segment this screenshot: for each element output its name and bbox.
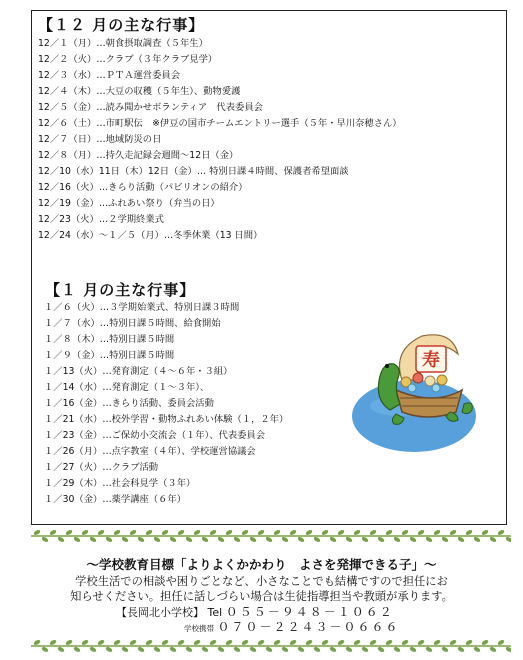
january-event-item: １／29（木）…社会科見学（３年） xyxy=(44,478,196,489)
vine-divider-bottom xyxy=(31,639,511,653)
december-event-item: 12／４（木）…大豆の収穫（５年生）、動物愛護 xyxy=(38,86,241,97)
december-event-list xyxy=(38,36,402,244)
tel-number: ０５５－９４８－１０６２ xyxy=(225,605,394,619)
turtle-treasure-boat-illustration xyxy=(342,318,478,454)
december-event-item: 12／１（月）…朝食摂取調査（５年生） xyxy=(38,38,208,49)
january-event-item: １／８（木）…特別日課５時間 xyxy=(44,334,175,345)
december-event-item: 12／３（水）…ＰＴＡ運営委員会 xyxy=(38,70,180,81)
message-line-1: 学校生活での相談や困りごとなど、小さなことでも結構ですので担任にお xyxy=(75,575,448,588)
december-event-item: 12／５（金）…読み聞かせボランティア 代表委員会 xyxy=(38,102,263,113)
january-event-item: １／９（金）…特別日課５時間 xyxy=(44,350,175,361)
january-event-list xyxy=(44,300,288,508)
kotobuki-char: 寿 xyxy=(422,350,440,371)
january-heading: 【１ 月の主な行事】 xyxy=(45,281,196,299)
december-event-item: 12／８（月）…持久走記録会週間～12日（金） xyxy=(38,150,239,161)
january-event-item: １／26（月）…点字教室（４年）、学校運営協議会 xyxy=(44,446,256,457)
december-event-item: 12／23（火）…２学期終業式 xyxy=(38,214,164,225)
january-event-item: １／27（火）…クラブ活動 xyxy=(44,462,159,473)
january-event-item: １／30（金）…薬学講座（６年） xyxy=(44,494,186,505)
mobile-label: 学校携帯 xyxy=(184,624,214,633)
tel-label: Tel xyxy=(207,606,223,619)
january-event-item: １／21（水）…校外学習・動物ふれあい体験（１，２年） xyxy=(44,414,289,425)
january-event-item: １／14（水）…発育測定（１～３年）、 xyxy=(44,382,210,393)
january-event-item: １／23（金）…ご保幼小交流会（１年）、代表委員会 xyxy=(44,430,266,441)
january-event-item: １／16（金）…きらり活動、委員会活動 xyxy=(44,398,214,409)
school-label: 【長岡北小学校】 xyxy=(116,606,204,619)
december-event-item: 12／７（日）…地域防災の日 xyxy=(38,134,162,145)
december-heading: 【１２ 月の主な行事】 xyxy=(38,16,205,34)
december-event-item: 12／16（火）…きらり活動（パビリオンの紹介） xyxy=(38,182,248,193)
message-line-2: 知らせください。担任に話しづらい場合は生徒指導担当や教頭が承ります。 xyxy=(70,590,453,603)
december-event-item: 12／２（火）…クラブ（３年クラブ見学） xyxy=(38,54,218,65)
december-event-item: 12／19（金）…ふれあい祭り（弁当の日） xyxy=(38,198,220,209)
january-event-item: １／13（火）…発育測定（４～６年・３組） xyxy=(44,366,233,377)
december-event-item: 12／６（土）…市町駅伝 ※伊豆の国市チームエントリー選手（５年・早川奈穂さん） xyxy=(38,118,402,129)
january-event-item: １／７（水）…特別日課５時間、給食開始 xyxy=(44,318,221,329)
december-event-item: 12／10（水）11日（木）12日（金）… 特別日課４時間、保護者希望面談 xyxy=(38,166,349,177)
school-goal: ～学校教育目標「よりよくかかわり よさを発揮できる子」～ xyxy=(86,557,437,572)
vine-divider-top xyxy=(31,529,511,543)
mobile-number: ０７０－２２４３－０６６６ xyxy=(217,620,400,634)
contact-mobile xyxy=(184,618,400,635)
january-event-item: １／６（火）…３学期始業式、特別日課３時間 xyxy=(44,302,240,313)
december-event-item: 12／24（水）～１／５（月）…冬季休業（13 日間） xyxy=(38,230,263,241)
